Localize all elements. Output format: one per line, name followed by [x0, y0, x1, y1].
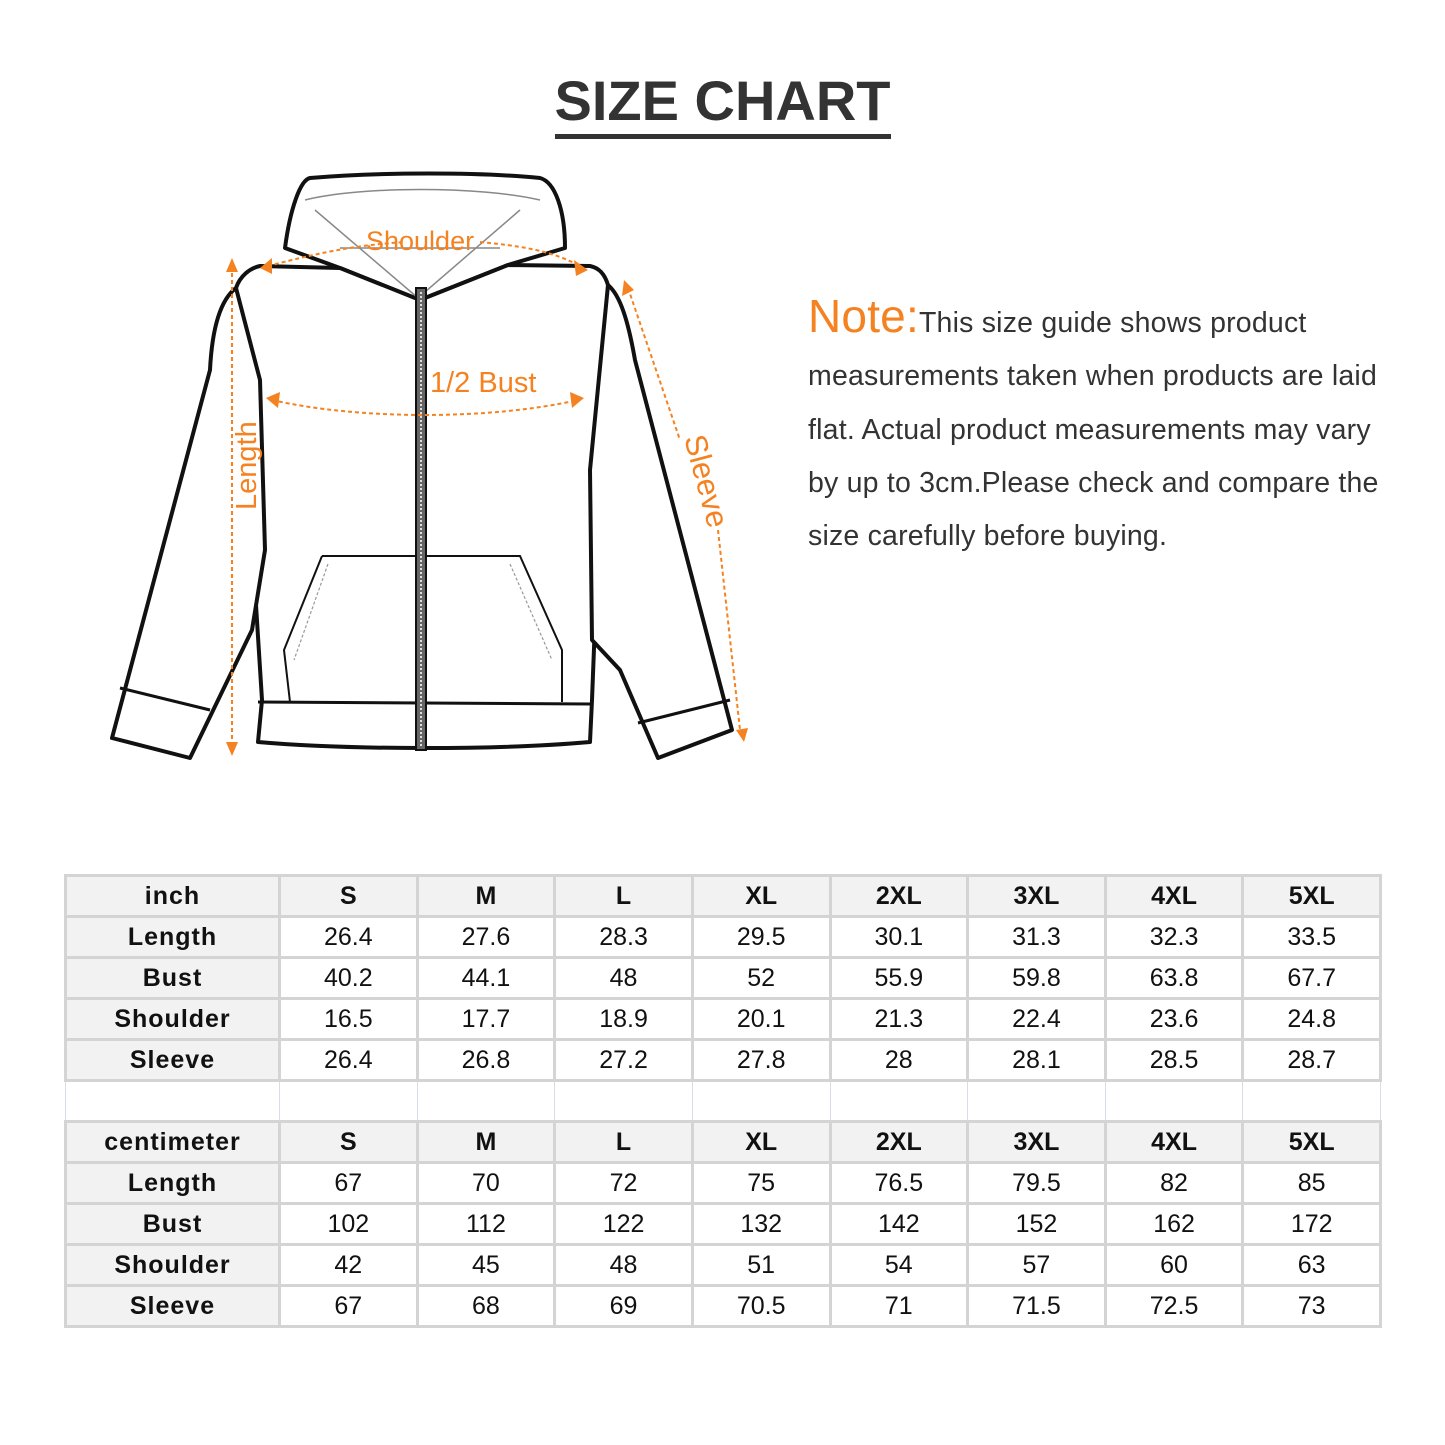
table-row [66, 917, 1381, 958]
note-label: Note: [808, 290, 919, 342]
spacer-cell [1243, 1081, 1381, 1122]
cell: 17.7 [417, 999, 555, 1040]
cell: 132 [692, 1204, 830, 1245]
inch-header-row [66, 876, 1381, 917]
cell: 22.4 [968, 999, 1106, 1040]
table-row [66, 1163, 1381, 1204]
cell: 82 [1105, 1163, 1243, 1204]
spacer-row [66, 1081, 1381, 1122]
cell: 26.8 [417, 1040, 555, 1081]
size-header: 4XL [1105, 1122, 1243, 1163]
cell: 32.3 [1105, 917, 1243, 958]
size-header: L [555, 876, 693, 917]
spacer-cell [692, 1081, 830, 1122]
cell: 60 [1105, 1245, 1243, 1286]
cell: 28.3 [555, 917, 693, 958]
cell: 24.8 [1243, 999, 1381, 1040]
size-header: 2XL [830, 876, 968, 917]
cell: 28 [830, 1040, 968, 1081]
cell: 27.8 [692, 1040, 830, 1081]
sleeve-label: Sleeve [677, 430, 736, 532]
row-label: Shoulder [66, 1245, 280, 1286]
cell: 23.6 [1105, 999, 1243, 1040]
size-header: S [280, 1122, 418, 1163]
cell: 63.8 [1105, 958, 1243, 999]
cell: 26.4 [280, 1040, 418, 1081]
cell: 59.8 [968, 958, 1106, 999]
cell: 55.9 [830, 958, 968, 999]
page-title-wrap [0, 70, 1445, 139]
cell: 72 [555, 1163, 693, 1204]
cell: 45 [417, 1245, 555, 1286]
cell: 27.2 [555, 1040, 693, 1081]
hoodie-illustration [100, 170, 760, 770]
bust-label: 1/2 Bust [430, 367, 537, 399]
spacer-cell [968, 1081, 1106, 1122]
size-header: XL [692, 876, 830, 917]
cell: 142 [830, 1204, 968, 1245]
cell: 21.3 [830, 999, 968, 1040]
cell: 29.5 [692, 917, 830, 958]
size-header: 2XL [830, 1122, 968, 1163]
cell: 70 [417, 1163, 555, 1204]
cell: 71.5 [968, 1286, 1106, 1327]
cell: 73 [1243, 1286, 1381, 1327]
page-title: SIZE CHART [555, 70, 891, 139]
cell: 67 [280, 1163, 418, 1204]
size-header: 5XL [1243, 1122, 1381, 1163]
hoodie-diagram [100, 170, 760, 770]
cell: 52 [692, 958, 830, 999]
cell: 85 [1243, 1163, 1381, 1204]
cell: 122 [555, 1204, 693, 1245]
spacer-cell [280, 1081, 418, 1122]
row-label: Shoulder [66, 999, 280, 1040]
cell: 28.7 [1243, 1040, 1381, 1081]
unit-label: centimeter [66, 1122, 280, 1163]
cell: 30.1 [830, 917, 968, 958]
length-label: Length [231, 421, 263, 510]
cell: 69 [555, 1286, 693, 1327]
table-row [66, 1245, 1381, 1286]
spacer-cell [830, 1081, 968, 1122]
size-header: M [417, 1122, 555, 1163]
cell: 72.5 [1105, 1286, 1243, 1327]
cell: 162 [1105, 1204, 1243, 1245]
table-row [66, 1204, 1381, 1245]
spacer-cell [1105, 1081, 1243, 1122]
table-row [66, 1040, 1381, 1081]
cell: 68 [417, 1286, 555, 1327]
spacer-cell [417, 1081, 555, 1122]
row-label: Length [66, 1163, 280, 1204]
cell: 27.6 [417, 917, 555, 958]
row-label: Length [66, 917, 280, 958]
size-header: 5XL [1243, 876, 1381, 917]
centimeter-header-row [66, 1122, 1381, 1163]
size-header: L [555, 1122, 693, 1163]
size-header: M [417, 876, 555, 917]
cell: 67 [280, 1286, 418, 1327]
cell: 44.1 [417, 958, 555, 999]
cell: 48 [555, 1245, 693, 1286]
row-label: Sleeve [66, 1286, 280, 1327]
cell: 42 [280, 1245, 418, 1286]
size-header: 3XL [968, 876, 1106, 917]
spacer-cell [555, 1081, 693, 1122]
shoulder-label: Shoulder [366, 226, 475, 256]
cell: 70.5 [692, 1286, 830, 1327]
cell: 152 [968, 1204, 1106, 1245]
cell: 31.3 [968, 917, 1106, 958]
size-header: 4XL [1105, 876, 1243, 917]
cell: 40.2 [280, 958, 418, 999]
cell: 28.1 [968, 1040, 1106, 1081]
size-header: 3XL [968, 1122, 1106, 1163]
cell: 76.5 [830, 1163, 968, 1204]
cell: 79.5 [968, 1163, 1106, 1204]
cell: 54 [830, 1245, 968, 1286]
size-header: S [280, 876, 418, 917]
cell: 112 [417, 1204, 555, 1245]
cell: 33.5 [1243, 917, 1381, 958]
cell: 71 [830, 1286, 968, 1327]
cell: 102 [280, 1204, 418, 1245]
spacer-cell [66, 1081, 280, 1122]
cell: 26.4 [280, 917, 418, 958]
cell: 51 [692, 1245, 830, 1286]
cell: 28.5 [1105, 1040, 1243, 1081]
cell: 18.9 [555, 999, 693, 1040]
size-note [808, 290, 1408, 563]
cell: 57 [968, 1245, 1106, 1286]
row-label: Sleeve [66, 1040, 280, 1081]
row-label: Bust [66, 958, 280, 999]
row-label: Bust [66, 1204, 280, 1245]
table-row [66, 1286, 1381, 1327]
cell: 67.7 [1243, 958, 1381, 999]
size-header: XL [692, 1122, 830, 1163]
cell: 63 [1243, 1245, 1381, 1286]
cell: 20.1 [692, 999, 830, 1040]
table-row [66, 958, 1381, 999]
size-table [64, 874, 1382, 1328]
table-row [66, 999, 1381, 1040]
cell: 48 [555, 958, 693, 999]
cell: 16.5 [280, 999, 418, 1040]
cell: 172 [1243, 1204, 1381, 1245]
cell: 75 [692, 1163, 830, 1204]
note-text: This size guide shows product measurements taken when products are laid flat. Actual product measurements may vary by up to 3cm.Please check and compare the size carefully before buying. [808, 307, 1379, 553]
unit-label: inch [66, 876, 280, 917]
